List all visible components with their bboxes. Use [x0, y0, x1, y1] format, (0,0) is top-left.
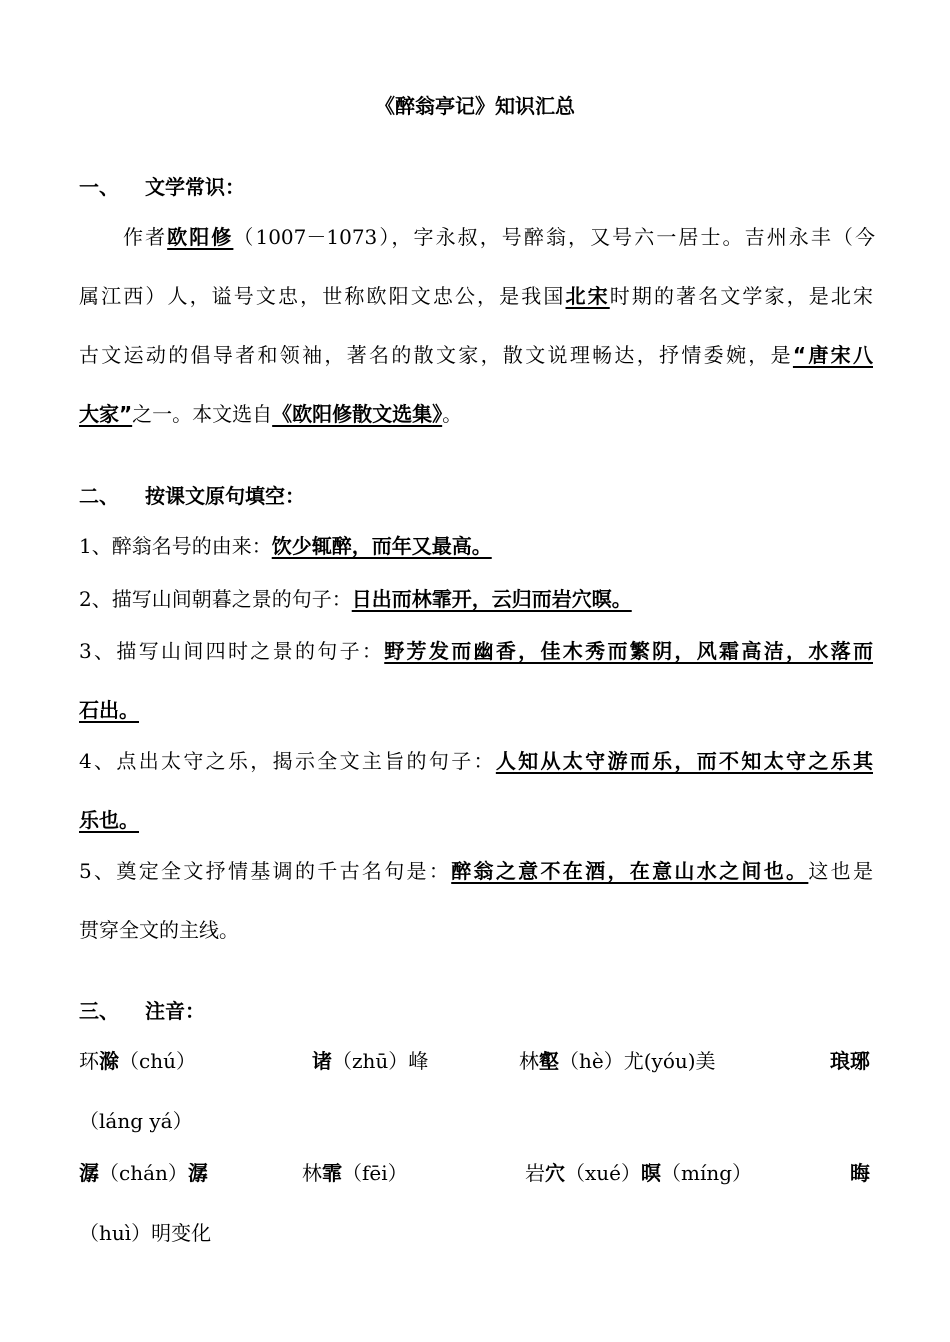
section-2-heading: [79, 481, 879, 511]
section-2-label: 按课文原句填空：: [145, 484, 305, 508]
section-3-label: 注音：: [145, 999, 205, 1023]
answer-text: 野芳发而幽香，佳木秀而繁阴，风霜高洁，水落而: [384, 639, 873, 663]
section-3-heading: [79, 996, 879, 1026]
question-1: [79, 531, 879, 561]
pinyin: （hè）: [559, 1049, 624, 1073]
pinyin-row-1-cont: （láng yá）: [79, 1109, 193, 1133]
paragraph-line-4: [79, 399, 879, 429]
char: 尤: [623, 1049, 644, 1073]
text: 时期的著名文学家，是北宋: [609, 284, 874, 308]
question-2: [79, 584, 879, 614]
section-1-label: 文学常识：: [145, 175, 245, 199]
question-3-cont: [79, 695, 879, 725]
pinyin: （chú）: [119, 1049, 196, 1073]
pinyin-item: [519, 1046, 716, 1076]
document-title: 《醉翁亭记》知识汇总: [375, 94, 575, 118]
answer-text: 乐也。: [79, 808, 139, 832]
text: 。: [442, 402, 463, 426]
text: 环: [79, 1049, 99, 1073]
question-text: 1、醉翁名号的由来：: [79, 534, 272, 558]
section-2-number: 二、: [79, 484, 119, 508]
question-3: [79, 636, 873, 666]
text: 这也是: [808, 859, 874, 883]
paragraph-line-1: [79, 222, 875, 252]
pinyin-item: [302, 1158, 408, 1188]
section-1-number: 一、: [79, 175, 119, 199]
char: 潺: [187, 1161, 208, 1185]
text: 作者: [123, 225, 168, 249]
question-text: 2、描写山间朝暮之景的句子：: [79, 587, 352, 611]
text: 古文运动的倡导者和领袖，著名的散文家，散文说理畅达，抒情委婉，是: [79, 343, 793, 367]
eight-masters-end: 大家”: [79, 402, 133, 426]
author-name: 欧阳修: [167, 225, 234, 249]
text: 林: [302, 1161, 322, 1185]
pinyin: （fēi）: [342, 1161, 408, 1185]
eight-masters: “唐宋八: [792, 343, 873, 367]
answer-text: 日出而林霏开，云归而岩穴暝。: [351, 587, 632, 611]
pinyin: （xué）: [565, 1161, 641, 1185]
paragraph-line-2: [79, 281, 873, 311]
char: 诸: [312, 1049, 332, 1073]
question-5: [79, 856, 873, 886]
pinyin: （chán）: [99, 1161, 188, 1185]
char: 穴: [545, 1161, 565, 1185]
text: 峰: [408, 1049, 429, 1073]
pinyin: （míng）: [661, 1161, 753, 1185]
char: 霏: [322, 1161, 342, 1185]
text: （1007－1073），字永叔，号醉翁，又号六一居士。吉州永丰（今: [233, 225, 876, 249]
answer-text: 饮少辄醉，而年又最高。: [271, 534, 492, 558]
question-text: 3、描写山间四时之景的句子：: [79, 639, 385, 663]
text: 林: [519, 1049, 539, 1073]
text: 明变化: [151, 1221, 212, 1245]
char: 滁: [99, 1049, 119, 1073]
pinyin-row-2-cont: [79, 1218, 879, 1248]
question-text: 4、点出太守之乐，揭示全文主旨的句子：: [79, 749, 496, 773]
dynasty: 北宋: [565, 284, 610, 308]
section-3-number: 三、: [79, 999, 119, 1023]
pinyin-item: [525, 1158, 752, 1188]
question-5-cont: [79, 915, 879, 945]
answer-text: 醉翁之意不在酒，在意山水之间也。: [451, 859, 809, 883]
question-4: [79, 746, 873, 776]
pinyin: （zhū）: [332, 1049, 409, 1073]
pinyin-item: [79, 1046, 196, 1076]
text: 美: [695, 1049, 716, 1073]
text: 贯穿全文的主线。: [79, 918, 239, 942]
question-4-cont: [79, 805, 879, 835]
pinyin-item: [79, 1158, 208, 1188]
text: 属江西）人，谥号文忠，世称欧阳文忠公，是我国: [79, 284, 566, 308]
char: 潺: [79, 1161, 99, 1185]
pinyin-item: [312, 1046, 428, 1076]
char: 壑: [539, 1049, 559, 1073]
question-text: 5、奠定全文抒情基调的千古名句是：: [79, 859, 452, 883]
text: 岩: [525, 1161, 545, 1185]
char: 暝: [641, 1161, 661, 1185]
answer-text: 石出。: [79, 698, 139, 722]
pinyin-item: 晦: [850, 1161, 870, 1185]
pinyin-item: 琅琊: [830, 1049, 870, 1073]
answer-text: 人知从太守游而乐，而不知太守之乐其: [495, 749, 873, 773]
pinyin: (yóu): [643, 1049, 696, 1073]
paragraph-line-3: [79, 340, 873, 370]
text: 之一。本文选自: [132, 402, 273, 426]
source-book: 《欧阳修散文选集》: [272, 402, 443, 426]
pinyin: （huì）: [79, 1221, 152, 1245]
section-1-heading: [79, 172, 879, 202]
